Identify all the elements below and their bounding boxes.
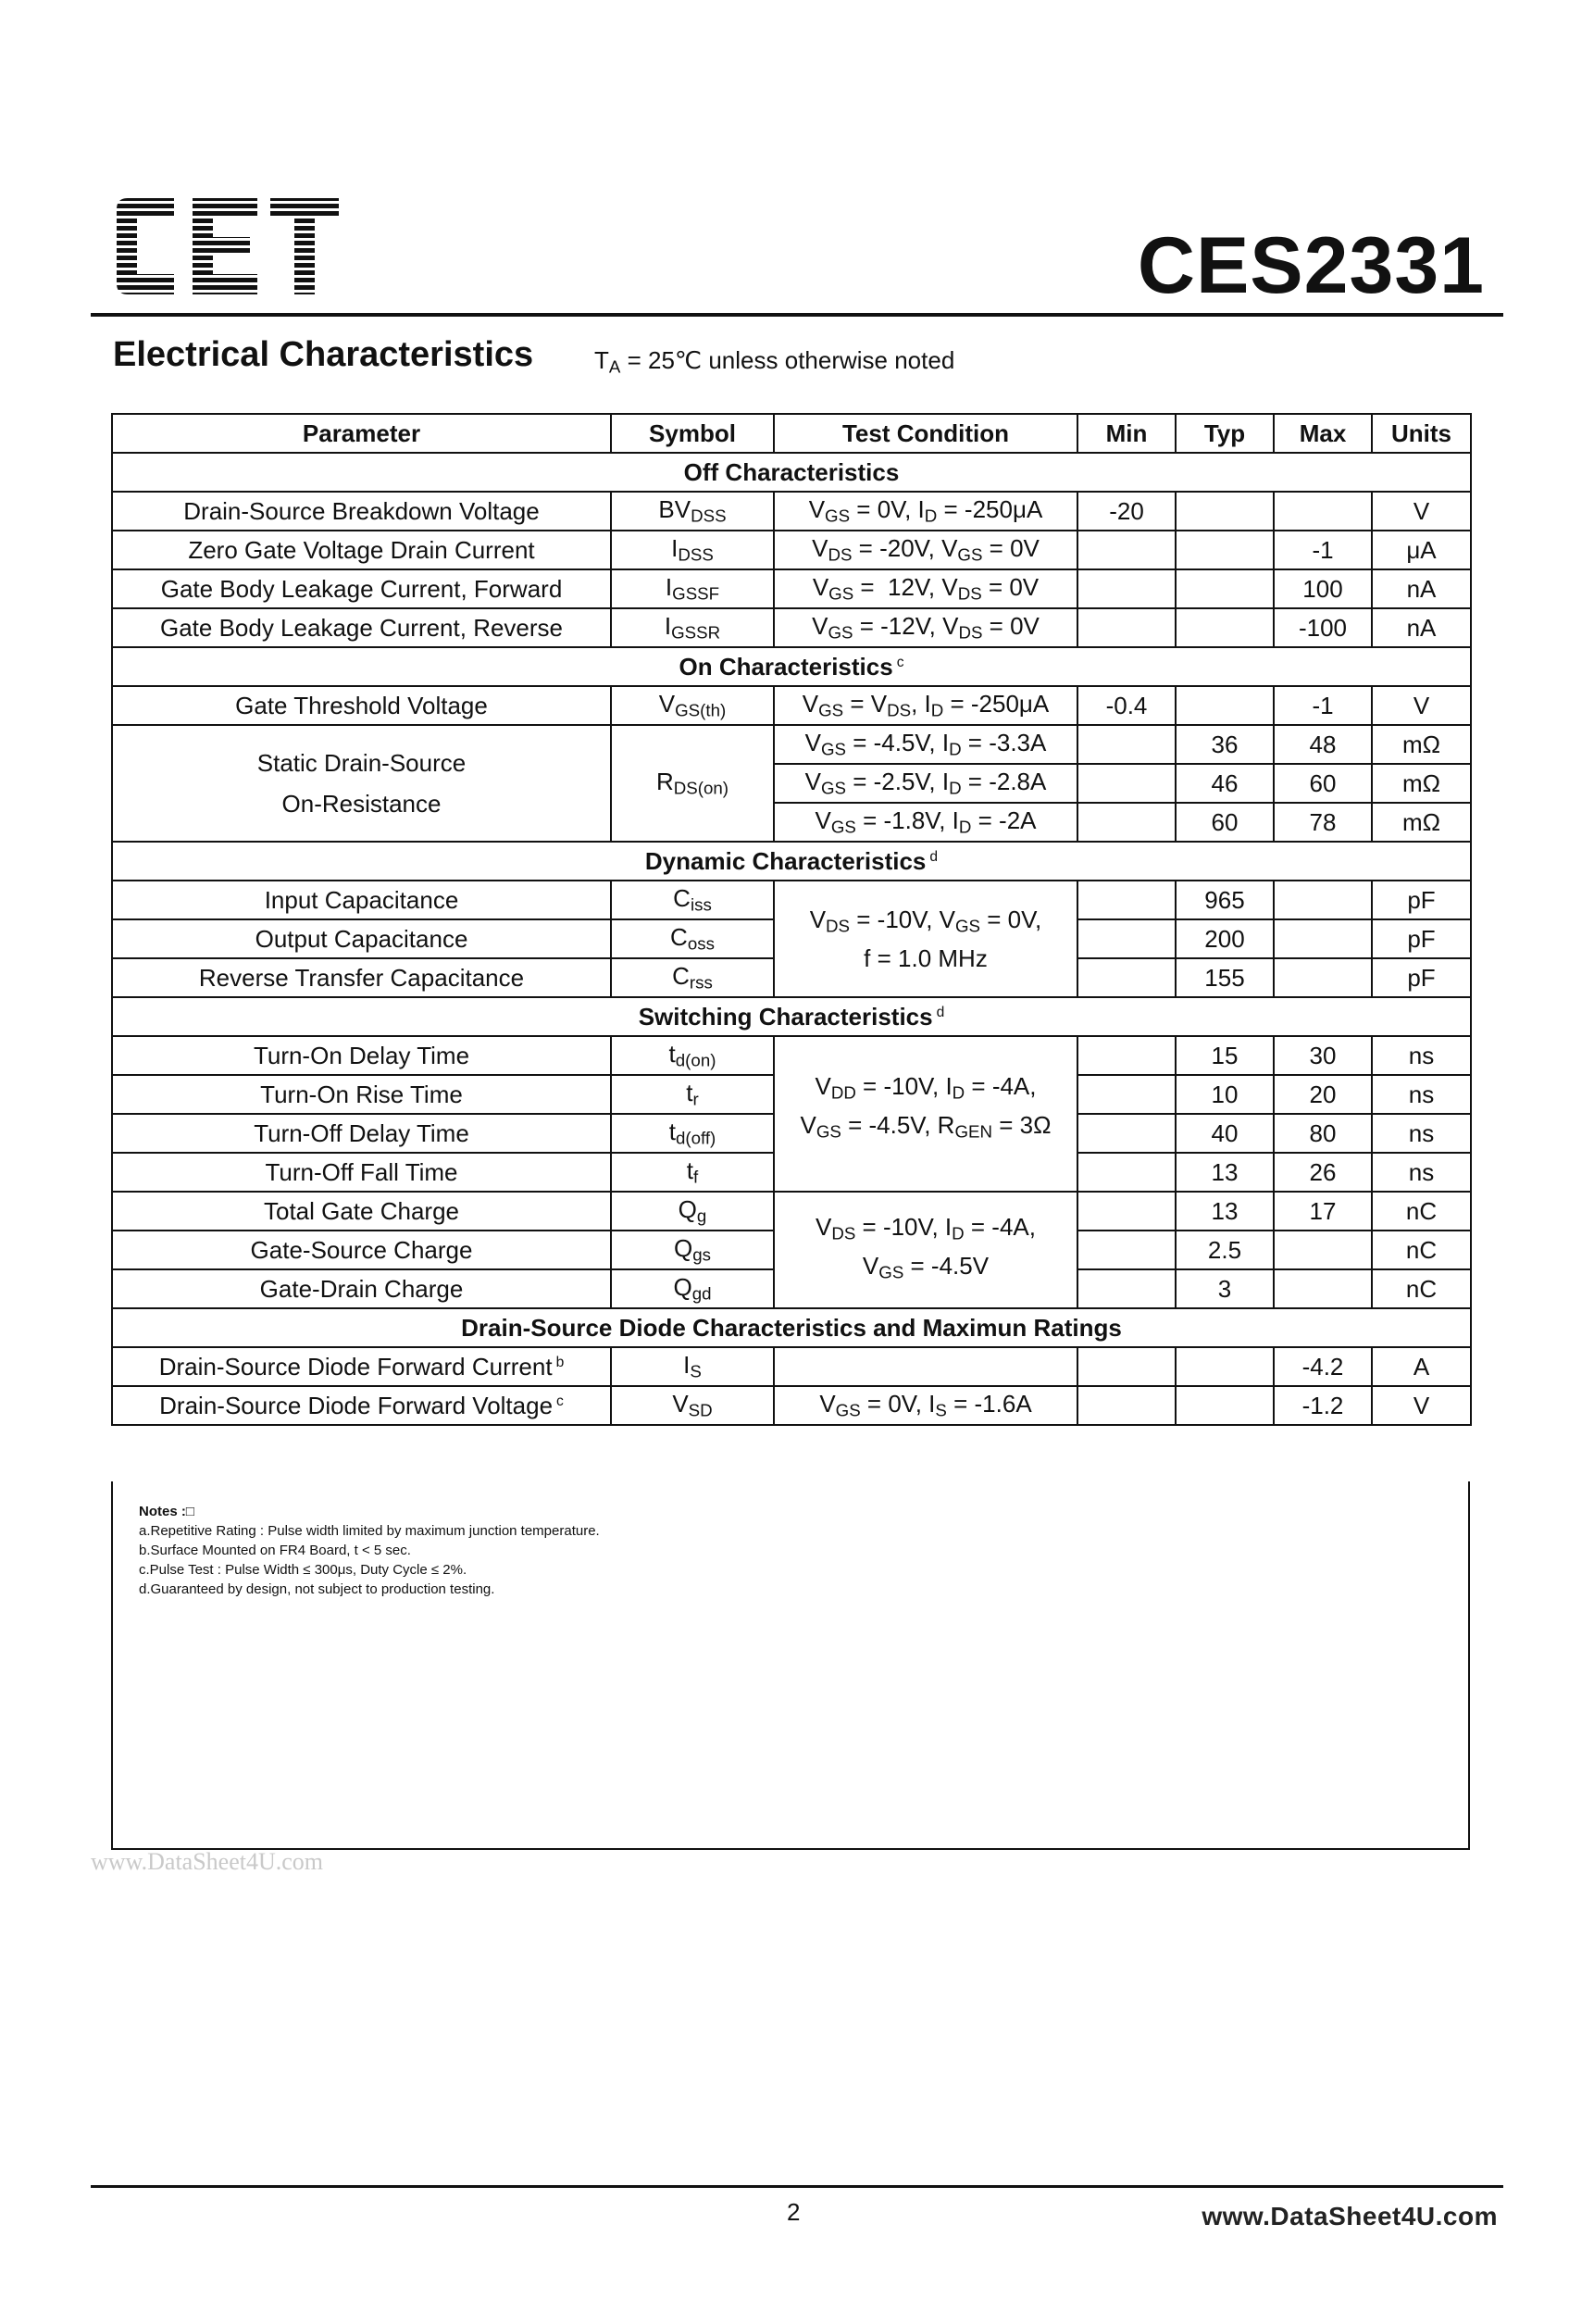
section-title: Electrical Characteristics — [113, 335, 534, 374]
condition-cell: $V_{GS} = -12V$, $V_{DS} = 0V$ — [774, 608, 1077, 647]
param-cell: Gate Body Leakage Current, Forward — [112, 569, 611, 608]
unit-cell: mΩ — [1372, 803, 1471, 842]
watermark: www.DataSheet4U.com — [91, 1848, 324, 1875]
max-cell: -1 — [1274, 686, 1372, 725]
symbol-cell: $Q_{gs}$ — [611, 1231, 774, 1269]
symbol-cell-rds: $R_{DS(on)}$ — [611, 725, 774, 842]
symbol-cell: $C_{oss}$ — [611, 919, 774, 958]
typ-cell — [1176, 531, 1274, 569]
typ-cell — [1176, 1347, 1274, 1386]
condition-cell: $V_{GS} = 12V$, $V_{DS} = 0V$ — [774, 569, 1077, 608]
note-item: b.Surface Mounted on FR4 Board, t < 5 sec. — [139, 1543, 411, 1558]
min-cell — [1077, 803, 1176, 842]
symbol-cell: $Q_g$ — [611, 1192, 774, 1231]
param-cell: Turn-Off Fall Time — [112, 1153, 611, 1192]
header-units: Units — [1372, 414, 1471, 453]
condition-note: $T_A$ = 25℃ unless otherwise noted — [594, 346, 955, 377]
symbol-cell: $t_{d(off)}$ — [611, 1114, 774, 1153]
typ-cell: 40 — [1176, 1114, 1274, 1153]
electrical-characteristics-table — [111, 413, 1472, 1426]
max-cell: 80 — [1274, 1114, 1372, 1153]
param-cell: Input Capacitance — [112, 881, 611, 919]
header-typ: Typ — [1176, 414, 1274, 453]
param-cell: Turn-On Delay Time — [112, 1036, 611, 1075]
unit-cell: mΩ — [1372, 764, 1471, 803]
unit-cell: μA — [1372, 531, 1471, 569]
max-cell: -100 — [1274, 608, 1372, 647]
symbol-cell: $BV_{DSS}$ — [611, 492, 774, 531]
unit-cell: ns — [1372, 1153, 1471, 1192]
symbol-cell: $C_{rss}$ — [611, 958, 774, 997]
max-cell: -1 — [1274, 531, 1372, 569]
min-cell — [1077, 1386, 1176, 1425]
min-cell — [1077, 958, 1176, 997]
page-number: 2 — [787, 2198, 801, 2226]
min-cell — [1077, 1036, 1176, 1075]
typ-cell: 2.5 — [1176, 1231, 1274, 1269]
max-cell: 30 — [1274, 1036, 1372, 1075]
typ-cell: 15 — [1176, 1036, 1274, 1075]
unit-cell: nC — [1372, 1269, 1471, 1308]
header-min: Min — [1077, 414, 1176, 453]
unit-cell: nA — [1372, 608, 1471, 647]
group-row — [112, 453, 1471, 492]
footer-rule — [91, 2185, 1503, 2188]
condition-cell: $V_{GS} = -4.5V$, $I_D = -3.3A$ — [774, 725, 1077, 764]
min-cell: -0.4 — [1077, 686, 1176, 725]
symbol-cell: $I_S$ — [611, 1347, 774, 1386]
header-max: Max — [1274, 414, 1372, 453]
header-rule — [91, 313, 1503, 317]
unit-cell: V — [1372, 686, 1471, 725]
table-row — [112, 1192, 1471, 1231]
typ-cell: 10 — [1176, 1075, 1274, 1114]
unit-cell: ns — [1372, 1036, 1471, 1075]
max-cell: -1.2 — [1274, 1386, 1372, 1425]
param-cell: Drain-Source Diode Forward Current $^b$ — [112, 1347, 611, 1386]
min-cell — [1077, 1347, 1176, 1386]
condition-cell-switching: $V_{DD} = -10V$, $I_D = -4A$, $V_{GS} = -4.5V$, $R_{GEN} = 3\Omega$ — [774, 1036, 1077, 1192]
param-cell: Output Capacitance — [112, 919, 611, 958]
min-cell — [1077, 1153, 1176, 1192]
symbol-cell: $C_{iss}$ — [611, 881, 774, 919]
note-item: c.Pulse Test : Pulse Width ≤ 300μs, Duty Cycle ≤ 2%. — [139, 1562, 467, 1578]
typ-cell — [1176, 608, 1274, 647]
param-cell: Turn-Off Delay Time — [112, 1114, 611, 1153]
group-diode-title: Drain-Source Diode Characteristics and Maximun Ratings — [112, 1308, 1471, 1347]
typ-cell: 13 — [1176, 1192, 1274, 1231]
symbol-cell: $I_{GSSF}$ — [611, 569, 774, 608]
cet-logo-graphic — [113, 196, 341, 296]
table-row — [112, 531, 1471, 569]
min-cell — [1077, 1075, 1176, 1114]
table-row — [112, 608, 1471, 647]
table-row — [112, 569, 1471, 608]
param-cell: Total Gate Charge — [112, 1192, 611, 1231]
min-cell — [1077, 1114, 1176, 1153]
max-cell — [1274, 1269, 1372, 1308]
header-symbol: Symbol — [611, 414, 774, 453]
symbol-cell: $t_{d(on)}$ — [611, 1036, 774, 1075]
typ-cell: 965 — [1176, 881, 1274, 919]
max-cell — [1274, 1231, 1372, 1269]
param-cell: Zero Gate Voltage Drain Current — [112, 531, 611, 569]
notes-box — [111, 1481, 1470, 1850]
group-switching-title: Switching Characteristics $^d$ — [112, 997, 1471, 1036]
unit-cell: pF — [1372, 958, 1471, 997]
group-on-title: On Characteristics $^c$ — [112, 647, 1471, 686]
table-row — [112, 1347, 1471, 1386]
typ-cell: 3 — [1176, 1269, 1274, 1308]
max-cell: 26 — [1274, 1153, 1372, 1192]
unit-cell: ns — [1372, 1075, 1471, 1114]
min-cell — [1077, 531, 1176, 569]
group-row — [112, 842, 1471, 881]
condition-cell-gate-charge: $V_{DS} = -10V$, $I_D = -4A$, $V_{GS} = -4.5V$ — [774, 1192, 1077, 1308]
param-cell: Turn-On Rise Time — [112, 1075, 611, 1114]
table-row — [112, 686, 1471, 725]
part-number: CES2331 — [1137, 221, 1485, 310]
max-cell — [1274, 492, 1372, 531]
param-cell: Drain-Source Breakdown Voltage — [112, 492, 611, 531]
max-cell: 78 — [1274, 803, 1372, 842]
condition-cell: $V_{DS} = -20V$, $V_{GS} = 0V$ — [774, 531, 1077, 569]
condition-cell: $V_{GS} = -1.8V$, $I_D = -2A$ — [774, 803, 1077, 842]
typ-cell — [1176, 686, 1274, 725]
unit-cell: pF — [1372, 919, 1471, 958]
condition-cell: $V_{GS} = V_{DS}$, $I_D = -250\mu A$ — [774, 686, 1077, 725]
max-cell — [1274, 919, 1372, 958]
min-cell — [1077, 569, 1176, 608]
symbol-cell: $t_f$ — [611, 1153, 774, 1192]
unit-cell: nC — [1372, 1192, 1471, 1231]
condition-cell: $V_{GS} = -2.5V$, $I_D = -2.8A$ — [774, 764, 1077, 803]
unit-cell: nA — [1372, 569, 1471, 608]
unit-cell: pF — [1372, 881, 1471, 919]
unit-cell: V — [1372, 1386, 1471, 1425]
symbol-cell: $V_{GS(th)}$ — [611, 686, 774, 725]
note-item: a.Repetitive Rating : Pulse width limited by maximum junction temperature. — [139, 1523, 600, 1539]
max-cell: 20 — [1274, 1075, 1372, 1114]
min-cell: -20 — [1077, 492, 1176, 531]
min-cell — [1077, 608, 1176, 647]
max-cell: 100 — [1274, 569, 1372, 608]
group-off-title: Off Characteristics — [112, 453, 1471, 492]
min-cell — [1077, 764, 1176, 803]
table-row — [112, 881, 1471, 919]
param-cell: Gate-Drain Charge — [112, 1269, 611, 1308]
param-cell: Gate-Source Charge — [112, 1231, 611, 1269]
typ-cell: 200 — [1176, 919, 1274, 958]
typ-cell: 36 — [1176, 725, 1274, 764]
group-row — [112, 1308, 1471, 1347]
min-cell — [1077, 1192, 1176, 1231]
table-row — [112, 492, 1471, 531]
group-row — [112, 647, 1471, 686]
symbol-cell: $Q_{gd}$ — [611, 1269, 774, 1308]
typ-cell: 155 — [1176, 958, 1274, 997]
header-parameter: Parameter — [112, 414, 611, 453]
typ-cell — [1176, 1386, 1274, 1425]
header-test-condition: Test Condition — [774, 414, 1077, 453]
typ-cell: 60 — [1176, 803, 1274, 842]
max-cell — [1274, 958, 1372, 997]
typ-cell — [1176, 569, 1274, 608]
condition-cell — [774, 1347, 1077, 1386]
typ-cell — [1176, 492, 1274, 531]
group-dynamic-title: Dynamic Characteristics $^d$ — [112, 842, 1471, 881]
min-cell — [1077, 881, 1176, 919]
min-cell — [1077, 1231, 1176, 1269]
param-cell: Reverse Transfer Capacitance — [112, 958, 611, 997]
table-header-row — [112, 414, 1471, 453]
notes-title: Notes :□ — [139, 1504, 194, 1519]
note-item: d.Guaranteed by design, not subject to production testing. — [139, 1581, 495, 1597]
table-row — [112, 1036, 1471, 1075]
symbol-cell: $I_{DSS}$ — [611, 531, 774, 569]
group-row — [112, 997, 1471, 1036]
symbol-cell: $t_r$ — [611, 1075, 774, 1114]
unit-cell: A — [1372, 1347, 1471, 1386]
condition-cell: $V_{GS} = 0V$, $I_D = -250\mu A$ — [774, 492, 1077, 531]
param-cell: Gate Threshold Voltage — [112, 686, 611, 725]
unit-cell: nC — [1372, 1231, 1471, 1269]
unit-cell: V — [1372, 492, 1471, 531]
param-cell-rds: Static Drain-Source On-Resistance — [112, 725, 611, 842]
param-cell: Gate Body Leakage Current, Reverse — [112, 608, 611, 647]
condition-cell-dynamic: $V_{DS} = -10V$, $V_{GS} = 0V$, f = 1.0 MHz — [774, 881, 1077, 997]
min-cell — [1077, 1269, 1176, 1308]
min-cell — [1077, 919, 1176, 958]
table-row — [112, 725, 1471, 764]
max-cell: 17 — [1274, 1192, 1372, 1231]
unit-cell: mΩ — [1372, 725, 1471, 764]
typ-cell: 13 — [1176, 1153, 1274, 1192]
table-row — [112, 1386, 1471, 1425]
symbol-cell: $V_{SD}$ — [611, 1386, 774, 1425]
max-cell: 48 — [1274, 725, 1372, 764]
typ-cell: 46 — [1176, 764, 1274, 803]
footer-site-link[interactable]: www.DataSheet4U.com — [1202, 2202, 1498, 2230]
max-cell: -4.2 — [1274, 1347, 1372, 1386]
symbol-cell: $I_{GSSR}$ — [611, 608, 774, 647]
param-cell: Drain-Source Diode Forward Voltage $^c$ — [112, 1386, 611, 1425]
unit-cell: ns — [1372, 1114, 1471, 1153]
min-cell — [1077, 725, 1176, 764]
condition-cell: $V_{GS} = 0V$, $I_S = -1.6A$ — [774, 1386, 1077, 1425]
max-cell: 60 — [1274, 764, 1372, 803]
cet-logo — [113, 196, 341, 296]
max-cell — [1274, 881, 1372, 919]
